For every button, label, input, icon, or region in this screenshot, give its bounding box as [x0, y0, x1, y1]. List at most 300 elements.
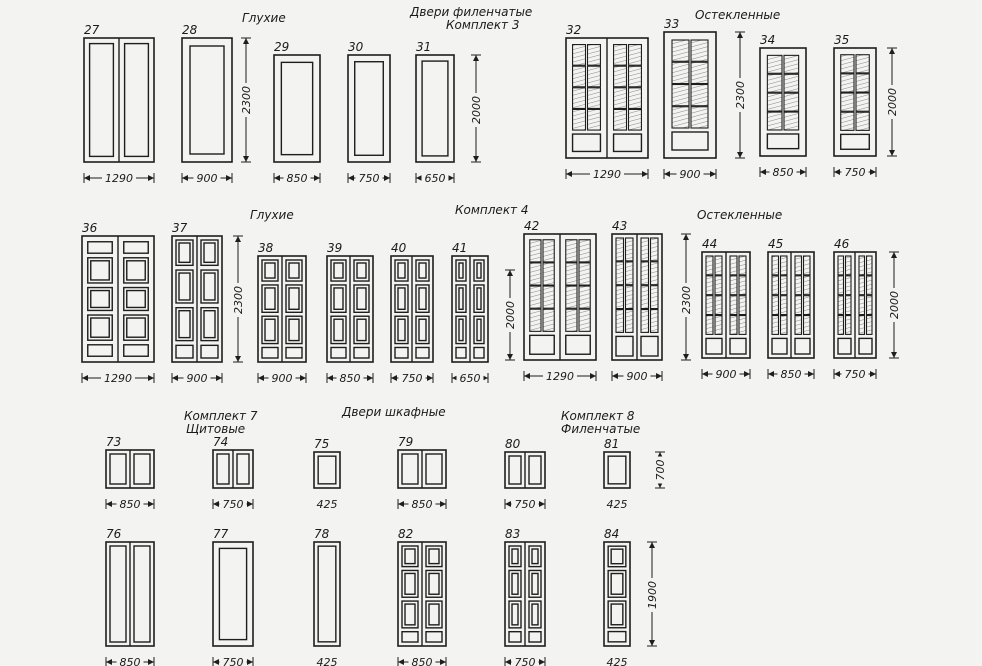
glass-pane: [846, 316, 852, 335]
door-panel: [456, 285, 466, 312]
glass-pane: [706, 296, 713, 315]
door-bottom-panel: [566, 335, 590, 354]
glass-pane: [781, 296, 788, 315]
door-bottom-panel: [841, 134, 870, 149]
door-number: 73: [106, 435, 122, 449]
glass-pane: [772, 276, 779, 295]
door-44: [702, 237, 750, 381]
door-panel-inset: [204, 273, 215, 300]
door-panel: [219, 548, 246, 639]
glass-pane: [641, 286, 649, 309]
height-label: 2300: [240, 86, 253, 114]
door-number: 75: [314, 437, 330, 451]
door-number: 32: [566, 23, 582, 37]
door-panel: [355, 62, 384, 156]
door-number: 76: [106, 527, 122, 541]
door-77: [213, 527, 253, 666]
door-panel: [190, 46, 224, 154]
door-84: [604, 527, 631, 666]
glass-pane: [626, 238, 634, 261]
door-panel-inset: [179, 273, 190, 300]
door-panel-inset: [459, 263, 463, 278]
width-label: 650: [424, 172, 446, 185]
door-32: [566, 23, 648, 181]
door-panel: [176, 345, 193, 358]
glass-pane: [795, 276, 802, 295]
door-46: [834, 237, 876, 381]
glass-pane: [616, 262, 624, 285]
door-number: 77: [213, 527, 229, 541]
door-panel-inset: [398, 288, 405, 309]
door-number: 35: [834, 33, 850, 47]
door-panel-inset: [477, 319, 481, 340]
door-panel-inset: [512, 573, 518, 594]
glass-pane: [629, 66, 642, 87]
glass-pane: [859, 256, 865, 275]
door-panel: [402, 454, 418, 484]
glass-pane: [739, 316, 746, 335]
door-panel: [354, 285, 369, 312]
door-number: 41: [452, 241, 468, 255]
heading-glazed-k4: Остекленные: [697, 208, 783, 222]
door-panel-inset: [179, 311, 190, 338]
door-bottom-panel: [614, 134, 642, 151]
door-panel-inset: [477, 288, 481, 309]
glass-pane: [672, 107, 689, 128]
door-panel: [608, 456, 626, 484]
door-28: [182, 23, 232, 185]
height-dimension: [231, 236, 245, 362]
door-panel: [474, 347, 484, 358]
glass-pane: [616, 310, 624, 333]
door-panel: [88, 345, 112, 356]
width-label: 650: [459, 372, 481, 385]
glass-pane: [859, 276, 865, 295]
glass-pane: [838, 296, 844, 315]
glass-pane: [566, 309, 577, 331]
door-panel: [416, 316, 429, 343]
heading-kit-3: Комплект 3: [446, 18, 520, 32]
glass-pane: [784, 55, 799, 73]
width-label: 425: [316, 498, 338, 511]
height-label: 2000: [888, 291, 901, 319]
door-panel-inset: [459, 288, 463, 309]
door-panel-inset: [405, 604, 415, 625]
door-bottom-panel: [772, 338, 787, 354]
door-bottom-panel: [573, 134, 601, 151]
door-number: 38: [258, 241, 274, 255]
glass-pane: [588, 88, 601, 109]
glass-pane: [739, 256, 746, 275]
width-label: 750: [514, 656, 536, 666]
door-panel-inset: [532, 604, 538, 625]
glass-pane: [588, 45, 601, 66]
glass-pane: [641, 262, 649, 285]
glass-pane: [715, 296, 722, 315]
height-label: 2000: [886, 88, 899, 116]
door-80: [505, 437, 545, 511]
door-panel: [110, 546, 126, 642]
glass-pane: [767, 74, 782, 92]
glass-pane: [856, 55, 869, 73]
door-panel: [124, 345, 148, 356]
door-panel: [395, 285, 408, 312]
door-panel-inset: [405, 549, 415, 564]
glass-pane: [672, 62, 689, 83]
glass-pane: [614, 45, 627, 66]
glass-pane: [616, 286, 624, 309]
door-panel: [88, 242, 112, 253]
width-label: 900: [626, 370, 648, 383]
door-panel-inset: [611, 549, 623, 564]
door-number: 78: [314, 527, 330, 541]
door-panel: [456, 347, 466, 358]
door-number: 46: [834, 237, 850, 251]
door-panel: [318, 456, 336, 484]
glass-pane: [530, 286, 541, 308]
width-label: 850: [411, 498, 433, 511]
door-panel-inset: [334, 263, 343, 278]
door-panel: [426, 454, 442, 484]
door-panel: [134, 454, 150, 484]
door-panel-inset: [419, 288, 426, 309]
width-label: 850: [286, 172, 308, 185]
door-panel: [474, 316, 484, 343]
door-number: 42: [524, 219, 540, 233]
door-39: [327, 241, 373, 385]
door-panel-inset: [265, 319, 275, 340]
glass-pane: [730, 256, 737, 275]
glass-pane: [715, 316, 722, 335]
glass-pane: [781, 276, 788, 295]
door-number: 28: [182, 23, 198, 37]
door-panel-inset: [204, 243, 215, 262]
height-dimension: [645, 542, 659, 646]
glass-pane: [588, 109, 601, 130]
door-35: [834, 33, 876, 179]
width-label: 425: [316, 656, 338, 666]
door-panel: [509, 570, 521, 597]
door-panel-inset: [204, 311, 215, 338]
door-panel-inset: [289, 288, 299, 309]
glass-pane: [841, 55, 854, 73]
door-panel: [318, 546, 336, 642]
width-label: 850: [339, 372, 361, 385]
width-label: 1290: [104, 372, 132, 385]
door-panel-inset: [405, 573, 415, 594]
heading-flush: Щитовые: [186, 422, 246, 436]
door-panel-inset: [289, 319, 299, 340]
width-label: 750: [844, 166, 866, 179]
door-37: [172, 221, 222, 385]
door-bottom-panel: [859, 338, 872, 354]
door-panel: [354, 316, 369, 343]
door-panel-inset: [357, 288, 366, 309]
door-panel: [281, 62, 312, 154]
glass-pane: [795, 256, 802, 275]
heading-glazed-k3: Остекленные: [695, 8, 781, 22]
door-panel-inset: [398, 319, 405, 340]
width-label: 425: [606, 498, 628, 511]
glass-pane: [530, 240, 541, 262]
door-panel-inset: [127, 318, 145, 337]
glass-pane: [804, 316, 811, 335]
height-label: 2000: [470, 96, 483, 124]
glass-pane: [841, 112, 854, 130]
glass-pane: [588, 66, 601, 87]
glass-pane: [781, 256, 788, 275]
glass-pane: [781, 316, 788, 335]
glass-pane: [730, 316, 737, 335]
door-panel-inset: [91, 261, 109, 280]
door-bottom-panel: [706, 338, 722, 354]
door-panel-inset: [398, 263, 405, 278]
door-79: [398, 435, 446, 511]
height-label: 2300: [680, 286, 693, 314]
glass-pane: [579, 309, 590, 331]
door-bottom-panel: [838, 338, 851, 354]
door-panel-inset: [611, 574, 623, 595]
glass-pane: [672, 40, 689, 61]
door-panel-inset: [127, 261, 145, 280]
door-panel: [237, 454, 249, 484]
door-panel-inset: [512, 549, 518, 564]
glass-pane: [616, 238, 624, 261]
glass-pane: [691, 107, 708, 128]
heading-kit-4: Комплект 4: [455, 203, 529, 217]
glass-pane: [573, 45, 586, 66]
door-number: 79: [398, 435, 414, 449]
glass-pane: [804, 296, 811, 315]
door-panel-inset: [611, 604, 623, 625]
door-panel: [354, 347, 369, 358]
door-panel-inset: [265, 263, 275, 278]
glass-pane: [543, 286, 554, 308]
door-78: [314, 527, 341, 666]
glass-pane: [706, 256, 713, 275]
glass-pane: [651, 286, 659, 309]
glass-pane: [579, 263, 590, 285]
door-number: 81: [604, 437, 620, 451]
glass-pane: [772, 256, 779, 275]
heading-deaf-k4: Глухие: [250, 208, 294, 222]
width-label: 900: [271, 372, 293, 385]
glass-pane: [784, 74, 799, 92]
door-panel-inset: [91, 318, 109, 337]
glass-pane: [614, 109, 627, 130]
height-dimension: [503, 270, 517, 360]
glass-pane: [767, 112, 782, 130]
glass-pane: [846, 256, 852, 275]
glass-pane: [566, 240, 577, 262]
glass-pane: [867, 296, 873, 315]
glass-pane: [804, 276, 811, 295]
door-81: [604, 437, 631, 511]
door-75: [314, 437, 341, 511]
glass-pane: [784, 112, 799, 130]
glass-pane: [767, 55, 782, 73]
door-bottom-panel: [730, 338, 746, 354]
door-40: [391, 241, 433, 385]
glass-pane: [784, 93, 799, 111]
width-label: 850: [119, 656, 141, 666]
glass-pane: [641, 238, 649, 261]
heading-cabinet-doors: Двери шкафные: [342, 405, 446, 419]
door-bottom-panel: [530, 335, 554, 354]
door-number: 29: [274, 40, 290, 54]
glass-pane: [543, 309, 554, 331]
door-panel-inset: [532, 573, 538, 594]
glass-pane: [856, 93, 869, 111]
door-panel: [529, 456, 541, 484]
width-label: 750: [401, 372, 423, 385]
door-41: [452, 241, 488, 385]
door-number: 36: [82, 221, 98, 235]
width-label: 750: [844, 368, 866, 381]
glass-pane: [651, 238, 659, 261]
door-panel-inset: [429, 604, 439, 625]
door-number: 34: [760, 33, 776, 47]
door-number: 43: [612, 219, 628, 233]
door-30: [348, 40, 390, 185]
glass-pane: [715, 256, 722, 275]
heading-panelled: Филенчатые: [561, 422, 641, 436]
glass-pane: [841, 93, 854, 111]
glass-pane: [651, 262, 659, 285]
width-label: 1290: [593, 168, 621, 181]
door-76: [106, 527, 154, 666]
width-label: 750: [222, 656, 244, 666]
glass-pane: [530, 309, 541, 331]
glass-pane: [566, 286, 577, 308]
door-number: 84: [604, 527, 620, 541]
door-panel-inset: [334, 288, 343, 309]
glass-pane: [706, 276, 713, 295]
height-label: 1900: [646, 581, 659, 609]
glass-pane: [614, 66, 627, 87]
glass-pane: [573, 88, 586, 109]
door-panel: [608, 632, 626, 642]
height-label: 700: [654, 459, 667, 481]
glass-pane: [543, 240, 554, 262]
door-82: [398, 527, 446, 666]
door-number: 37: [172, 221, 188, 235]
glass-pane: [626, 286, 634, 309]
door-number: 31: [416, 40, 432, 54]
door-panel: [134, 546, 150, 642]
door-panel-inset: [127, 291, 145, 308]
height-dimension: [653, 452, 667, 488]
width-label: 900: [679, 168, 701, 181]
door-panel: [416, 347, 429, 358]
width-label: 900: [186, 372, 208, 385]
door-31: [416, 40, 454, 185]
glass-pane: [573, 109, 586, 130]
width-label: 750: [358, 172, 380, 185]
door-bottom-panel: [616, 336, 633, 356]
door-number: 40: [391, 241, 407, 255]
glass-pane: [641, 310, 649, 333]
door-number: 44: [702, 237, 718, 251]
width-label: 850: [780, 368, 802, 381]
glass-pane: [730, 276, 737, 295]
height-dimension: [469, 55, 483, 162]
glass-pane: [706, 316, 713, 335]
height-dimension: [887, 252, 901, 358]
glass-pane: [629, 45, 642, 66]
glass-pane: [730, 296, 737, 315]
width-label: 850: [119, 498, 141, 511]
door-panel: [331, 347, 346, 358]
door-panel-inset: [419, 319, 426, 340]
door-panel-inset: [477, 263, 481, 278]
door-panel: [529, 570, 541, 597]
glass-pane: [626, 262, 634, 285]
glass-pane: [838, 316, 844, 335]
door-panel: [217, 454, 229, 484]
glass-pane: [739, 296, 746, 315]
glass-pane: [867, 256, 873, 275]
glass-pane: [573, 66, 586, 87]
door-73: [106, 435, 154, 511]
door-number: 74: [213, 435, 229, 449]
door-panel-inset: [532, 549, 538, 564]
door-panel: [422, 61, 448, 156]
door-panel: [509, 601, 521, 628]
heading-kit-7: Комплект 7: [184, 409, 258, 423]
heading-deaf-k3: Глухие: [242, 11, 286, 25]
height-dimension: [679, 234, 693, 360]
door-panel-inset: [91, 291, 109, 308]
door-74: [213, 435, 253, 511]
door-bottom-panel: [641, 336, 658, 356]
door-panel: [395, 316, 408, 343]
door-33: [664, 17, 716, 181]
glass-pane: [859, 296, 865, 315]
glass-pane: [846, 296, 852, 315]
door-27: [84, 23, 154, 185]
height-label: 2300: [734, 81, 747, 109]
heading-kit-8: Комплект 8: [561, 409, 635, 423]
door-panel: [395, 347, 408, 358]
glass-pane: [566, 263, 577, 285]
door-panel-inset: [357, 319, 366, 340]
glass-pane: [715, 276, 722, 295]
door-panel: [416, 285, 429, 312]
door-panel: [90, 44, 114, 157]
width-label: 900: [196, 172, 218, 185]
door-panel: [456, 316, 466, 343]
glass-pane: [772, 316, 779, 335]
door-panel-inset: [429, 573, 439, 594]
door-panel: [529, 632, 541, 642]
door-panel: [509, 456, 521, 484]
glass-pane: [543, 263, 554, 285]
glass-pane: [772, 296, 779, 315]
door-panel: [426, 632, 442, 642]
door-panel-inset: [459, 319, 463, 340]
glass-pane: [651, 310, 659, 333]
door-number: 27: [84, 23, 100, 37]
glass-pane: [867, 316, 873, 335]
glass-pane: [691, 40, 708, 61]
glass-pane: [795, 296, 802, 315]
glass-pane: [629, 88, 642, 109]
width-label: 900: [715, 368, 737, 381]
door-panel: [331, 316, 346, 343]
door-panel: [286, 347, 302, 358]
heading-panel-doors: Двери филенчатые: [410, 5, 533, 19]
